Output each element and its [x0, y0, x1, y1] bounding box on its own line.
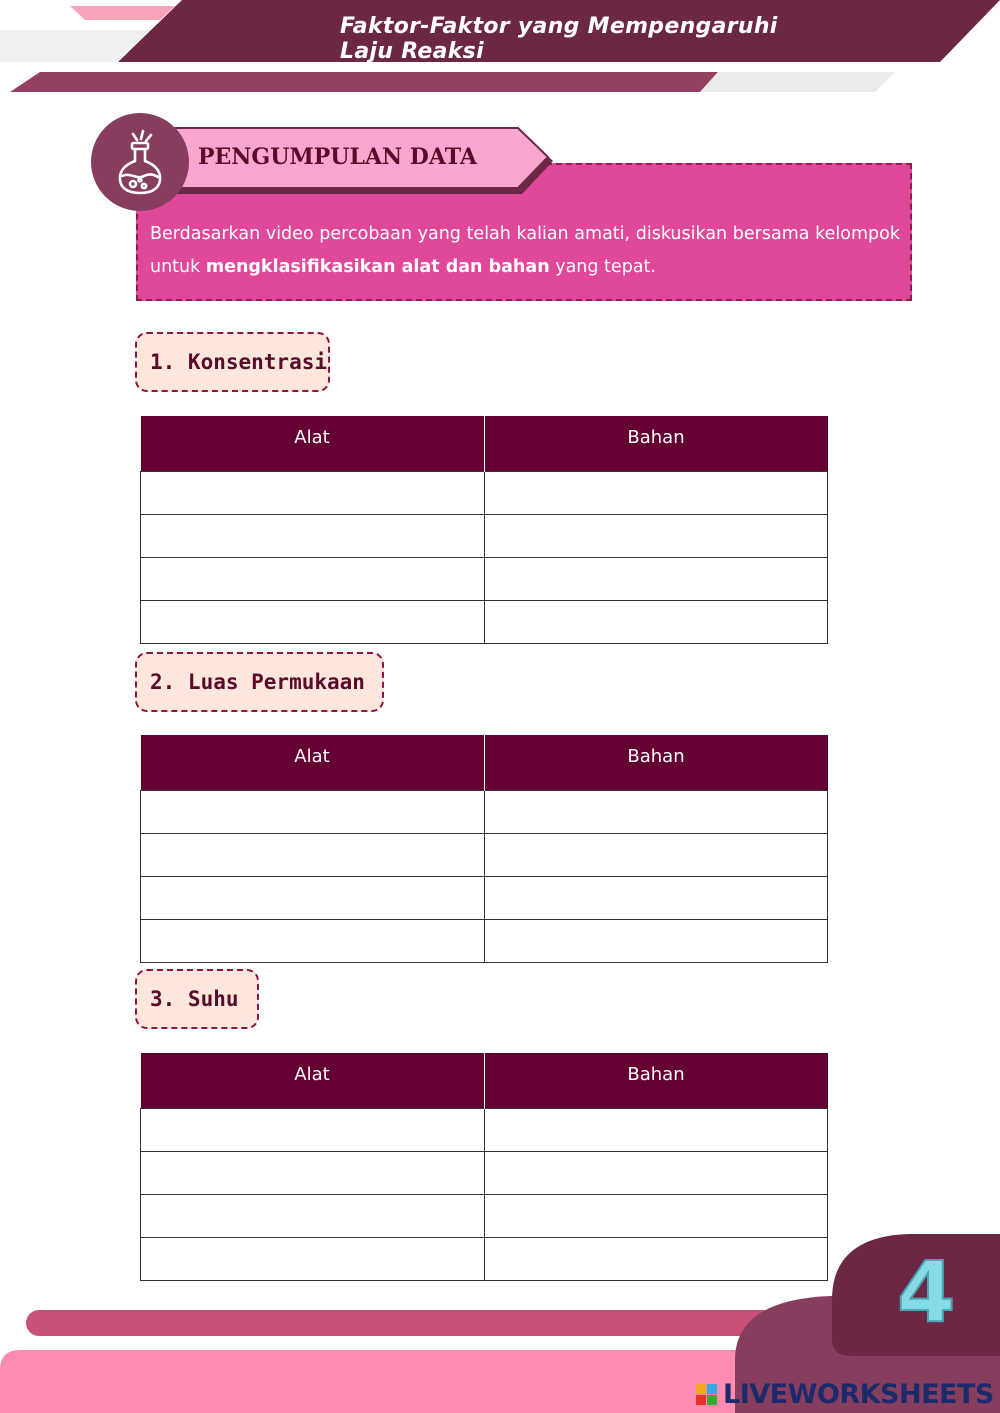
table-header-row	[141, 735, 828, 791]
table-row	[141, 515, 828, 558]
bahan-cell[interactable]	[484, 515, 828, 558]
instruction-part1: Berdasarkan video percobaan yang telah kalian amati, diskusikan bersama kelompok untuk	[150, 224, 900, 277]
bahan-cell[interactable]	[484, 558, 828, 601]
table-row	[141, 558, 828, 601]
brand-name: LIVEWORKSHEETS	[723, 1378, 994, 1410]
bahan-cell[interactable]	[484, 601, 828, 644]
alat-cell[interactable]	[141, 472, 485, 515]
table-row	[141, 1109, 828, 1152]
table-konsentrasi	[140, 416, 828, 644]
table-row	[141, 472, 828, 515]
section-title-luas-permukaan: 2. Luas Permukaan	[135, 652, 384, 712]
bahan-cell[interactable]	[484, 791, 828, 834]
column-header-alat: Alat	[141, 1053, 485, 1109]
page-number: 4	[897, 1243, 956, 1341]
bahan-cell[interactable]	[484, 834, 828, 877]
table-luas-permukaan	[140, 735, 828, 963]
logo-tiles-icon	[696, 1384, 717, 1405]
bahan-cell[interactable]	[484, 1152, 828, 1195]
section-title-konsentrasi: 1. Konsentrasi	[135, 332, 330, 392]
alat-cell[interactable]	[141, 1152, 485, 1195]
alat-cell[interactable]	[141, 791, 485, 834]
banner-label: PENGUMPULAN DATA	[198, 144, 477, 170]
section-title-suhu: 3. Suhu	[135, 969, 259, 1029]
header-title: Faktor-Faktor yang Mempengaruhi Laju Reaksi	[340, 14, 778, 64]
instruction-part2: yang tepat.	[549, 257, 656, 277]
alat-cell[interactable]	[141, 920, 485, 963]
column-header-bahan: Bahan	[484, 1053, 828, 1109]
table-row	[141, 920, 828, 963]
table-row	[141, 1152, 828, 1195]
column-header-bahan: Bahan	[484, 735, 828, 791]
bahan-cell[interactable]	[484, 1109, 828, 1152]
table-row	[141, 834, 828, 877]
bahan-cell[interactable]	[484, 472, 828, 515]
column-header-alat: Alat	[141, 735, 485, 791]
alat-cell[interactable]	[141, 515, 485, 558]
alat-cell[interactable]	[141, 1109, 485, 1152]
bahan-cell[interactable]	[484, 920, 828, 963]
table-row	[141, 601, 828, 644]
alat-cell[interactable]	[141, 601, 485, 644]
bahan-cell[interactable]	[484, 877, 828, 920]
table-row	[141, 791, 828, 834]
table-row	[141, 877, 828, 920]
table-header-row	[141, 1053, 828, 1109]
alat-cell[interactable]	[141, 877, 485, 920]
instruction-text	[150, 218, 900, 284]
column-header-alat: Alat	[141, 416, 485, 472]
alat-cell[interactable]	[141, 834, 485, 877]
alat-cell[interactable]	[141, 558, 485, 601]
flask-icon	[113, 128, 167, 196]
liveworksheets-logo	[696, 1377, 994, 1411]
column-header-bahan: Bahan	[484, 416, 828, 472]
instruction-bold: mengklasifikasikan alat dan bahan	[205, 257, 550, 277]
table-header-row	[141, 416, 828, 472]
